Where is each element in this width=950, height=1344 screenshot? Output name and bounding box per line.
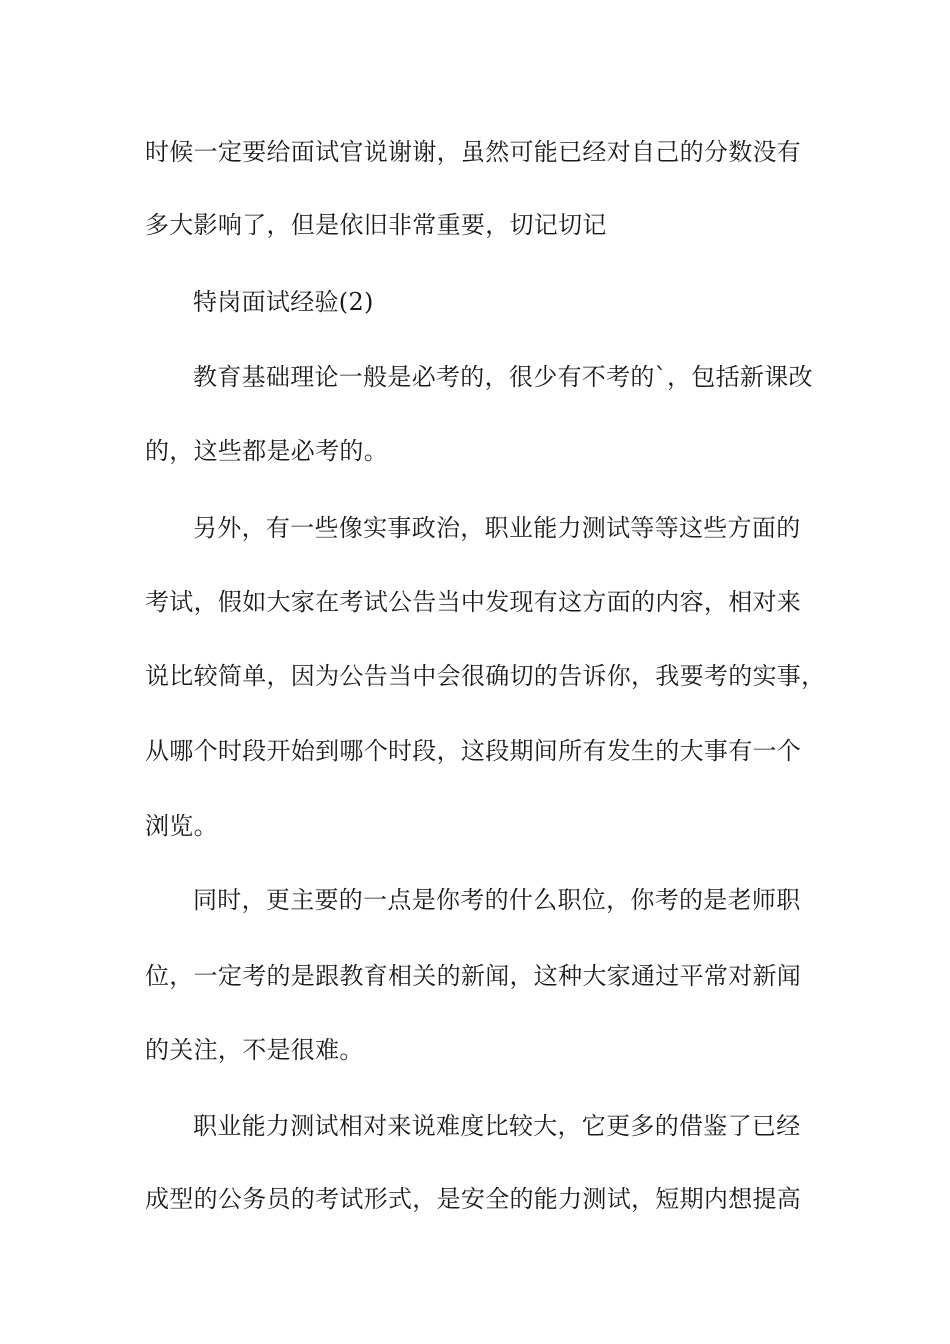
text-line: 的关注，不是很难。	[145, 1036, 364, 1064]
text-line: 考试，假如大家在考试公告当中发现有这方面的内容，相对来	[145, 588, 802, 616]
text-line: 同时，更主要的一点是你考的什么职位，你考的是老师职	[193, 886, 801, 914]
text-line: 浏览。	[145, 812, 218, 840]
text-line: 时候一定要给面试官说谢谢，虽然可能已经对自己的分数没有	[145, 138, 802, 166]
text-line: 从哪个时段开始到哪个时段，这段期间所有发生的大事有一个	[145, 737, 802, 765]
text-line: 另外，有一些像实事政治，职业能力测试等等这些方面的	[193, 514, 801, 542]
text-line: 位，一定考的是跟教育相关的新闻，这种大家通过平常对新闻	[145, 962, 802, 990]
text-line: 说比较简单，因为公告当中会很确切的告诉你，我要考的实事，	[145, 662, 826, 690]
text-line: 职业能力测试相对来说难度比较大，它更多的借鉴了已经	[193, 1112, 801, 1140]
text-line: 多大影响了，但是依旧非常重要，切记切记	[145, 211, 607, 239]
section-heading: 特岗面试经验(2)	[193, 288, 374, 316]
text-line: 成型的公务员的考试形式，是安全的能力测试，短期内想提高	[145, 1185, 802, 1213]
text-line: 的，这些都是必考的。	[145, 437, 388, 465]
text-line: 教育基础理论一般是必考的，很少有不考的`，包括新课改	[193, 363, 813, 391]
